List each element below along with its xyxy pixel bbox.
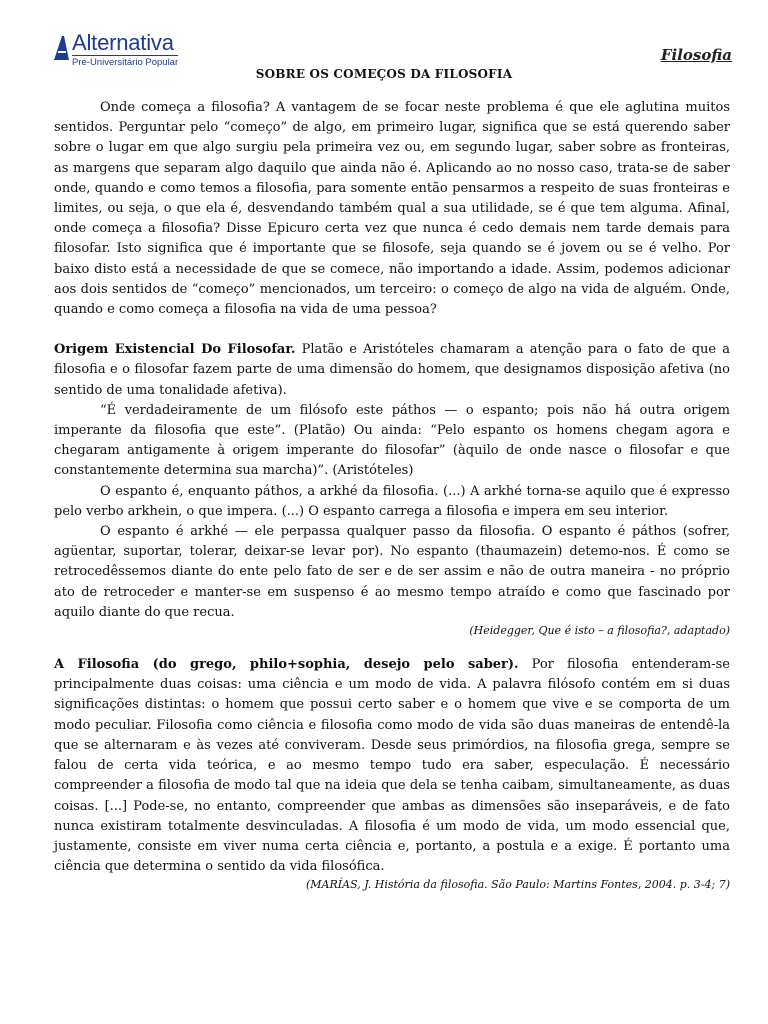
logo — [52, 32, 178, 66]
logo-mark-icon — [52, 32, 70, 62]
document-body — [54, 98, 730, 893]
section2-heading: A Filosofia (do grego, philo+sophia, desejo pelo saber). — [54, 657, 519, 673]
logo-name: Alternativa — [72, 30, 174, 55]
section2-text: Por filosofia entenderam-se principalmente duas coisas: uma ciência e um modo de vida. A palavra filósofo contém em si duas significações distintas: o homem que possui certo saber e o homem que vive e se comporta de um modo peculiar. Filosofia como ciência e filosofia como modo de vida são duas maneiras de entendê-la que se alternaram e às vezes até conviveram. Desde seus primórdios, na filosofia grega, sempre se falou de certa vida teórica, e ao mesmo tempo tudo era saber, especulação. É necessário compreender a filosofia de modo tal que na ideia que dela se tenha caibam, simultaneamente, as duas coisas. [...] Pode-se, no entanto, compreender que ambas as dimensões são inseparáveis, e de fato nunca existiram totalmente desvinculadas. A filosofia é um modo de vida, um modo essencial que, justamente, consiste em viver numa certa ciência e, portanto, a postula e a exige. É portanto uma ciência que determina o sentido da vida filosófica. — [54, 657, 730, 875]
intro-paragraph: Onde começa a filosofia? A vantagem de se focar neste problema é que ele aglutina muitos sentidos. Perguntar pelo “começo” de algo, em primeiro lugar, significa que se está querendo saber sobre o lugar em que algo surgiu pela primeira vez ou, em segundo lugar, saber sobre as fronteiras, as margens que separam algo daquilo que ainda não é. Aplicando ao no nosso caso, trata-se de saber onde, quando e como temos a filosofia, para somente então pensarmos a respeito de suas fronteiras e limites, ou seja, o que ela é, desvendando também qual a sua utilidade, se é que tem alguma. Afinal, onde começa a filosofia? Disse Epicuro certa vez que nunca é cedo demais nem tarde demais para filosofar. Isto significa que é importante que se filosofe, seja quando se é jovem ou se é velho. Por baixo disto está a necessidade de que se comece, não importando a idade. Assim, podemos adicionar aos dois sentidos de “começo” mencionados, um terceiro: o começo de algo na vida de alguém. Onde, quando e como começa a filosofia na vida de uma pessoa? — [54, 100, 730, 318]
section1-paragraph — [54, 340, 730, 401]
page-header — [52, 32, 732, 72]
subject-label: Filosofia — [660, 46, 732, 64]
section1-paragraph-4: O espanto é arkhé — ele perpassa qualquer passo da filosofia. O espanto é páthos (sofrer, agüentar, suportar, tolerar, deixar-se levar por). No espanto (thaumazein) detemo-nos. É como se retrocedêssemos diante do ente pelo fato de ser e de ser assim e não de outra maneira - no próprio ato de retroceder e manter-se em suspenso é ao mesmo tempo atraído e como que fascinado por aquilo diante do que recua. — [54, 524, 730, 620]
section1-citation: (Heidegger, Que é isto – a filosofia?, adaptado) — [469, 624, 730, 638]
section1-heading: Origem Existencial Do Filosofar. — [54, 342, 296, 358]
section1-quote-paragraph: “É verdadeiramente de um filósofo este páthos — o espanto; pois não há outra origem imperante da filosofia que este”. (Platão) Ou ainda: “Pelo espanto os homens chegam agora e chegaram antigamente à origem imperante do filosofar” (àquilo de onde nasce o filosofar e que constantemente determina sua marcha)”. (Aristóteles) — [54, 402, 730, 479]
section1-text: Platão e Aristóteles chamaram a atenção para o fato de que a filosofia e o filosofar fazem parte de uma dimensão do homem, que designamos disposição afetiva (no sentido de uma tonalidade afetiva). — [54, 342, 730, 398]
section2-citation: (MARÍAS, J. História da filosofia. São Paulo: Martins Fontes, 2004. p. 3-4; 7) — [306, 878, 730, 892]
logo-subtitle: Pré-Universitário Popular — [72, 57, 179, 68]
section2-paragraph — [54, 655, 730, 877]
section1-paragraph-3: O espanto é, enquanto páthos, a arkhé da filosofia. (...) A arkhé torna-se aquilo que é expresso pelo verbo arkhein, o que impera. (...) O espanto carrega a filosofia e impera em seu interior. — [54, 483, 730, 519]
page-title: SOBRE OS COMEÇOS DA FILOSOFIA — [255, 67, 513, 81]
